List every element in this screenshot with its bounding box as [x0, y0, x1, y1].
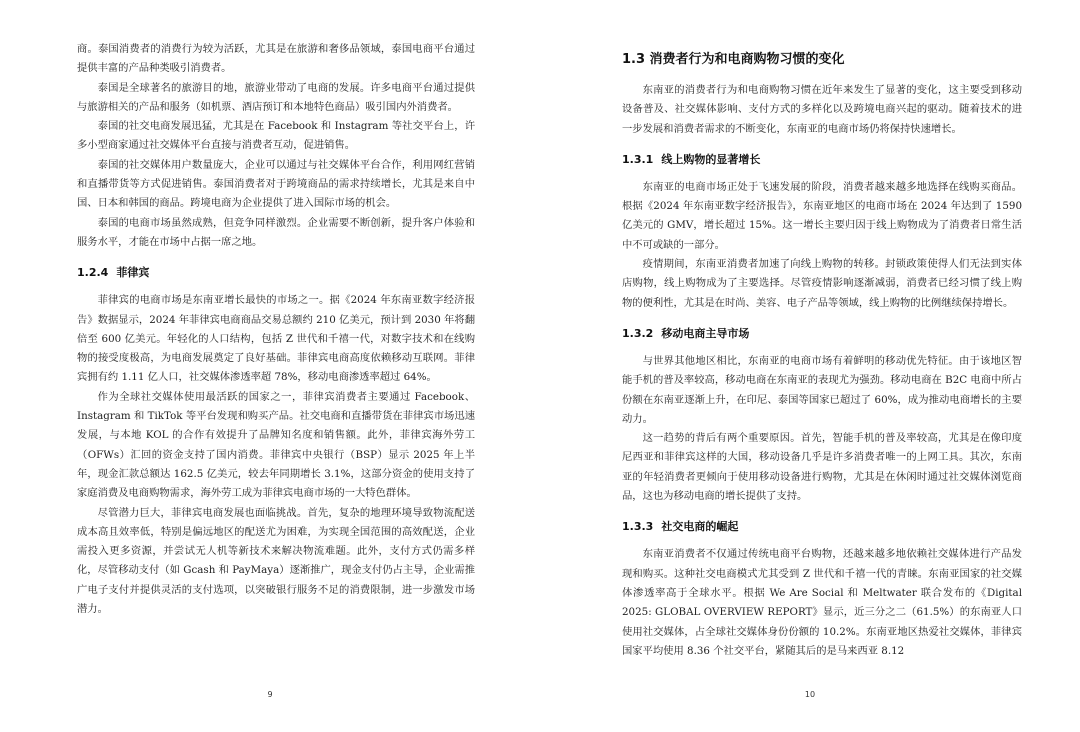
- paragraph: 商。泰国消费者的消费行为较为活跃，尤其是在旅游和奢侈品领域，泰国电商平台通过提供丰富的产品种类吸引消费者。: [77, 43, 475, 75]
- paragraph: 与世界其他地区相比，东南亚的电商市场有着鲜明的移动优先特征。由于该地区智能手机的普及率较高，移动电商在东南亚的表现尤为强劲。移动电商在 B2C 电商中所占份额在东南亚逐渐上升，在印尼、泰国等国家已超过了 60%，成为推动电商增长的主要动力。: [622, 354, 1022, 425]
- page-number: 9: [267, 690, 273, 699]
- section-number: 1.3.1: [622, 152, 654, 166]
- section-title: 线上购物的显著增长: [661, 152, 761, 166]
- paragraph: 东南亚消费者不仅通过传统电商平台购物，还越来越多地依赖社交媒体进行产品发现和购买。这种社交电商模式尤其受到 Z 世代和千禧一代的青睐。东南亚国家的社交媒体渗透率高于全球水平。根据 We Are Social 和 Meltwater 联合发布的《Digital 2025: GLOBAL OVERVIEW REPORT》显示，近三分之二（61.5%）的东南亚人口使用社交媒体，占全球社交媒体身份份额的 10.2%。东南亚地区热爱社交媒体，菲律宾国家平均使用 8.36 个社交平台，紧随其后的是马来西亚 8.12: [622, 548, 1022, 657]
- paragraph: 这一趋势的背后有两个重要原因。首先，智能手机的普及率较高，尤其是在像印度尼西亚和菲律宾这样的大国，移动设备几乎是许多消费者唯一的上网工具。其次，东南亚的年轻消费者更倾向于使用移动设备进行购物，尤其是在休闲时通过社交媒体浏览商品，这也为移动电商的增长提供了支持。: [622, 432, 1022, 503]
- page-number: 10: [804, 690, 816, 699]
- chapter-heading: 1.3 消费者行为和电商购物习惯的变化: [622, 52, 845, 67]
- section-heading-1-3-3: [622, 518, 1022, 534]
- section-heading-1-2-4: [77, 264, 475, 280]
- page-right: [540, 0, 1080, 732]
- section-number: 1.2.4: [77, 266, 109, 280]
- section-title: 菲律宾: [116, 266, 150, 280]
- section-heading-1-3-2: [622, 325, 1022, 341]
- paragraph: 菲律宾的电商市场是东南亚增长最快的市场之一。据《2024 年东南亚数字经济报告》数据显示，2024 年菲律宾电商商品交易总额约 210 亿美元，预计到 2030 年将翻倍至 600 亿美元。年轻化的人口结构，包括 Z 世代和千禧一代，对数字技术和在线购物的接受度极高，为电商发展奠定了良好基础。菲律宾电商高度依赖移动互联网。菲律宾拥有约 1.11 亿人口，社交媒体渗透率超 78%，移动电商渗透率超过 64%。: [77, 294, 475, 384]
- section-heading-1-3-1: [622, 151, 1022, 167]
- intro-paragraph: 东南亚的消费者行为和电商购物习惯在近年来发生了显著的变化，这主要受到移动设备普及、社交媒体影响、支付方式的多样化以及跨境电商兴起的驱动。随着技术的进一步发展和消费者需求的不断变化，东南亚的电商市场仍将保持快速增长。: [622, 84, 1022, 135]
- paragraph: 疫情期间，东南亚消费者加速了向线上购物的转移。封锁政策使得人们无法到实体店购物，线上购物成为了主要选择。尽管疫情影响逐渐减弱，消费者已经习惯了线上购物的便利性，尤其是在时尚、美容、电子产品等领域，线上购物的比例继续保持增长。: [622, 258, 1022, 309]
- paragraph: 东南亚的电商市场正处于飞速发展的阶段，消费者越来越多地选择在线购买商品。根据《2024 年东南亚数字经济报告》，东南亚地区的电商市场在 2024 年达到了 1590 亿美元的 GMV，增长超过 15%。这一增长主要归因于线上购物成为了消费者日常生活中不可或缺的一部分。: [622, 180, 1022, 251]
- paragraph: 尽管潜力巨大，菲律宾电商发展也面临挑战。首先，复杂的地理环境导致物流配送成本高且效率低，特别是偏远地区的配送尤为困难，为实现全国范围的高效配送，企业需投入更多资源，并尝试无人机等新技术来解决物流难题。此外，支付方式仍需多样化，尽管移动支付（如 Gcash 和 PayMaya）逐渐推广，现金支付仍占主导，企业需推广电子支付并提供灵活的支付选项，以突破银行服务不足的消费限制，进一步激发市场潜力。: [77, 506, 475, 616]
- paragraph: 作为全球社交媒体使用最活跃的国家之一，菲律宾消费者主要通过 Facebook、Instagram 和 TikTok 等平台发现和购买产品。社交电商和直播带货在菲律宾市场迅速发展，与本地 KOL 的合作有效提升了品牌知名度和销售额。此外，菲律宾海外劳工（OFWs）汇回的资金支持了国内消费。菲律宾中央银行（BSP）显示 2025 年上半年，现金汇款总额达 162.5 亿美元，较去年同期增长 3.1%，这部分资金的使用支持了家庭消费及电商购物需求，海外劳工成为菲律宾电商市场的一大特色群体。: [77, 390, 475, 500]
- paragraph: 泰国的电商市场虽然成熟，但竞争同样激烈。企业需要不断创新，提升客户体验和服务水平，才能在市场中占据一席之地。: [77, 216, 475, 248]
- paragraph: 泰国的社交电商发展迅猛，尤其是在 Facebook 和 Instagram 等社交平台上，许多小型商家通过社交媒体平台直接与消费者互动，促进销售。: [77, 120, 475, 152]
- paragraph: 泰国的社交媒体用户数量庞大，企业可以通过与社交媒体平台合作，利用网红营销和直播带货等方式促进销售。泰国消费者对于跨境商品的需求持续增长，尤其是来自中国、日本和韩国的商品。跨境电商为企业提供了进入国际市场的机会。: [77, 158, 475, 210]
- section-title: 移动电商主导市场: [661, 326, 750, 340]
- paragraph: 泰国是全球著名的旅游目的地，旅游业带动了电商的发展。许多电商平台通过提供与旅游相关的产品和服务（如机票、酒店预订和本地特色商品）吸引国内外消费者。: [77, 81, 475, 113]
- section-number: 1.3.2: [622, 326, 654, 340]
- section-number: 1.3.3: [622, 520, 654, 534]
- page-right-content: [622, 40, 1022, 661]
- page-left-content: [77, 40, 475, 619]
- section-title: 社交电商的崛起: [661, 520, 739, 534]
